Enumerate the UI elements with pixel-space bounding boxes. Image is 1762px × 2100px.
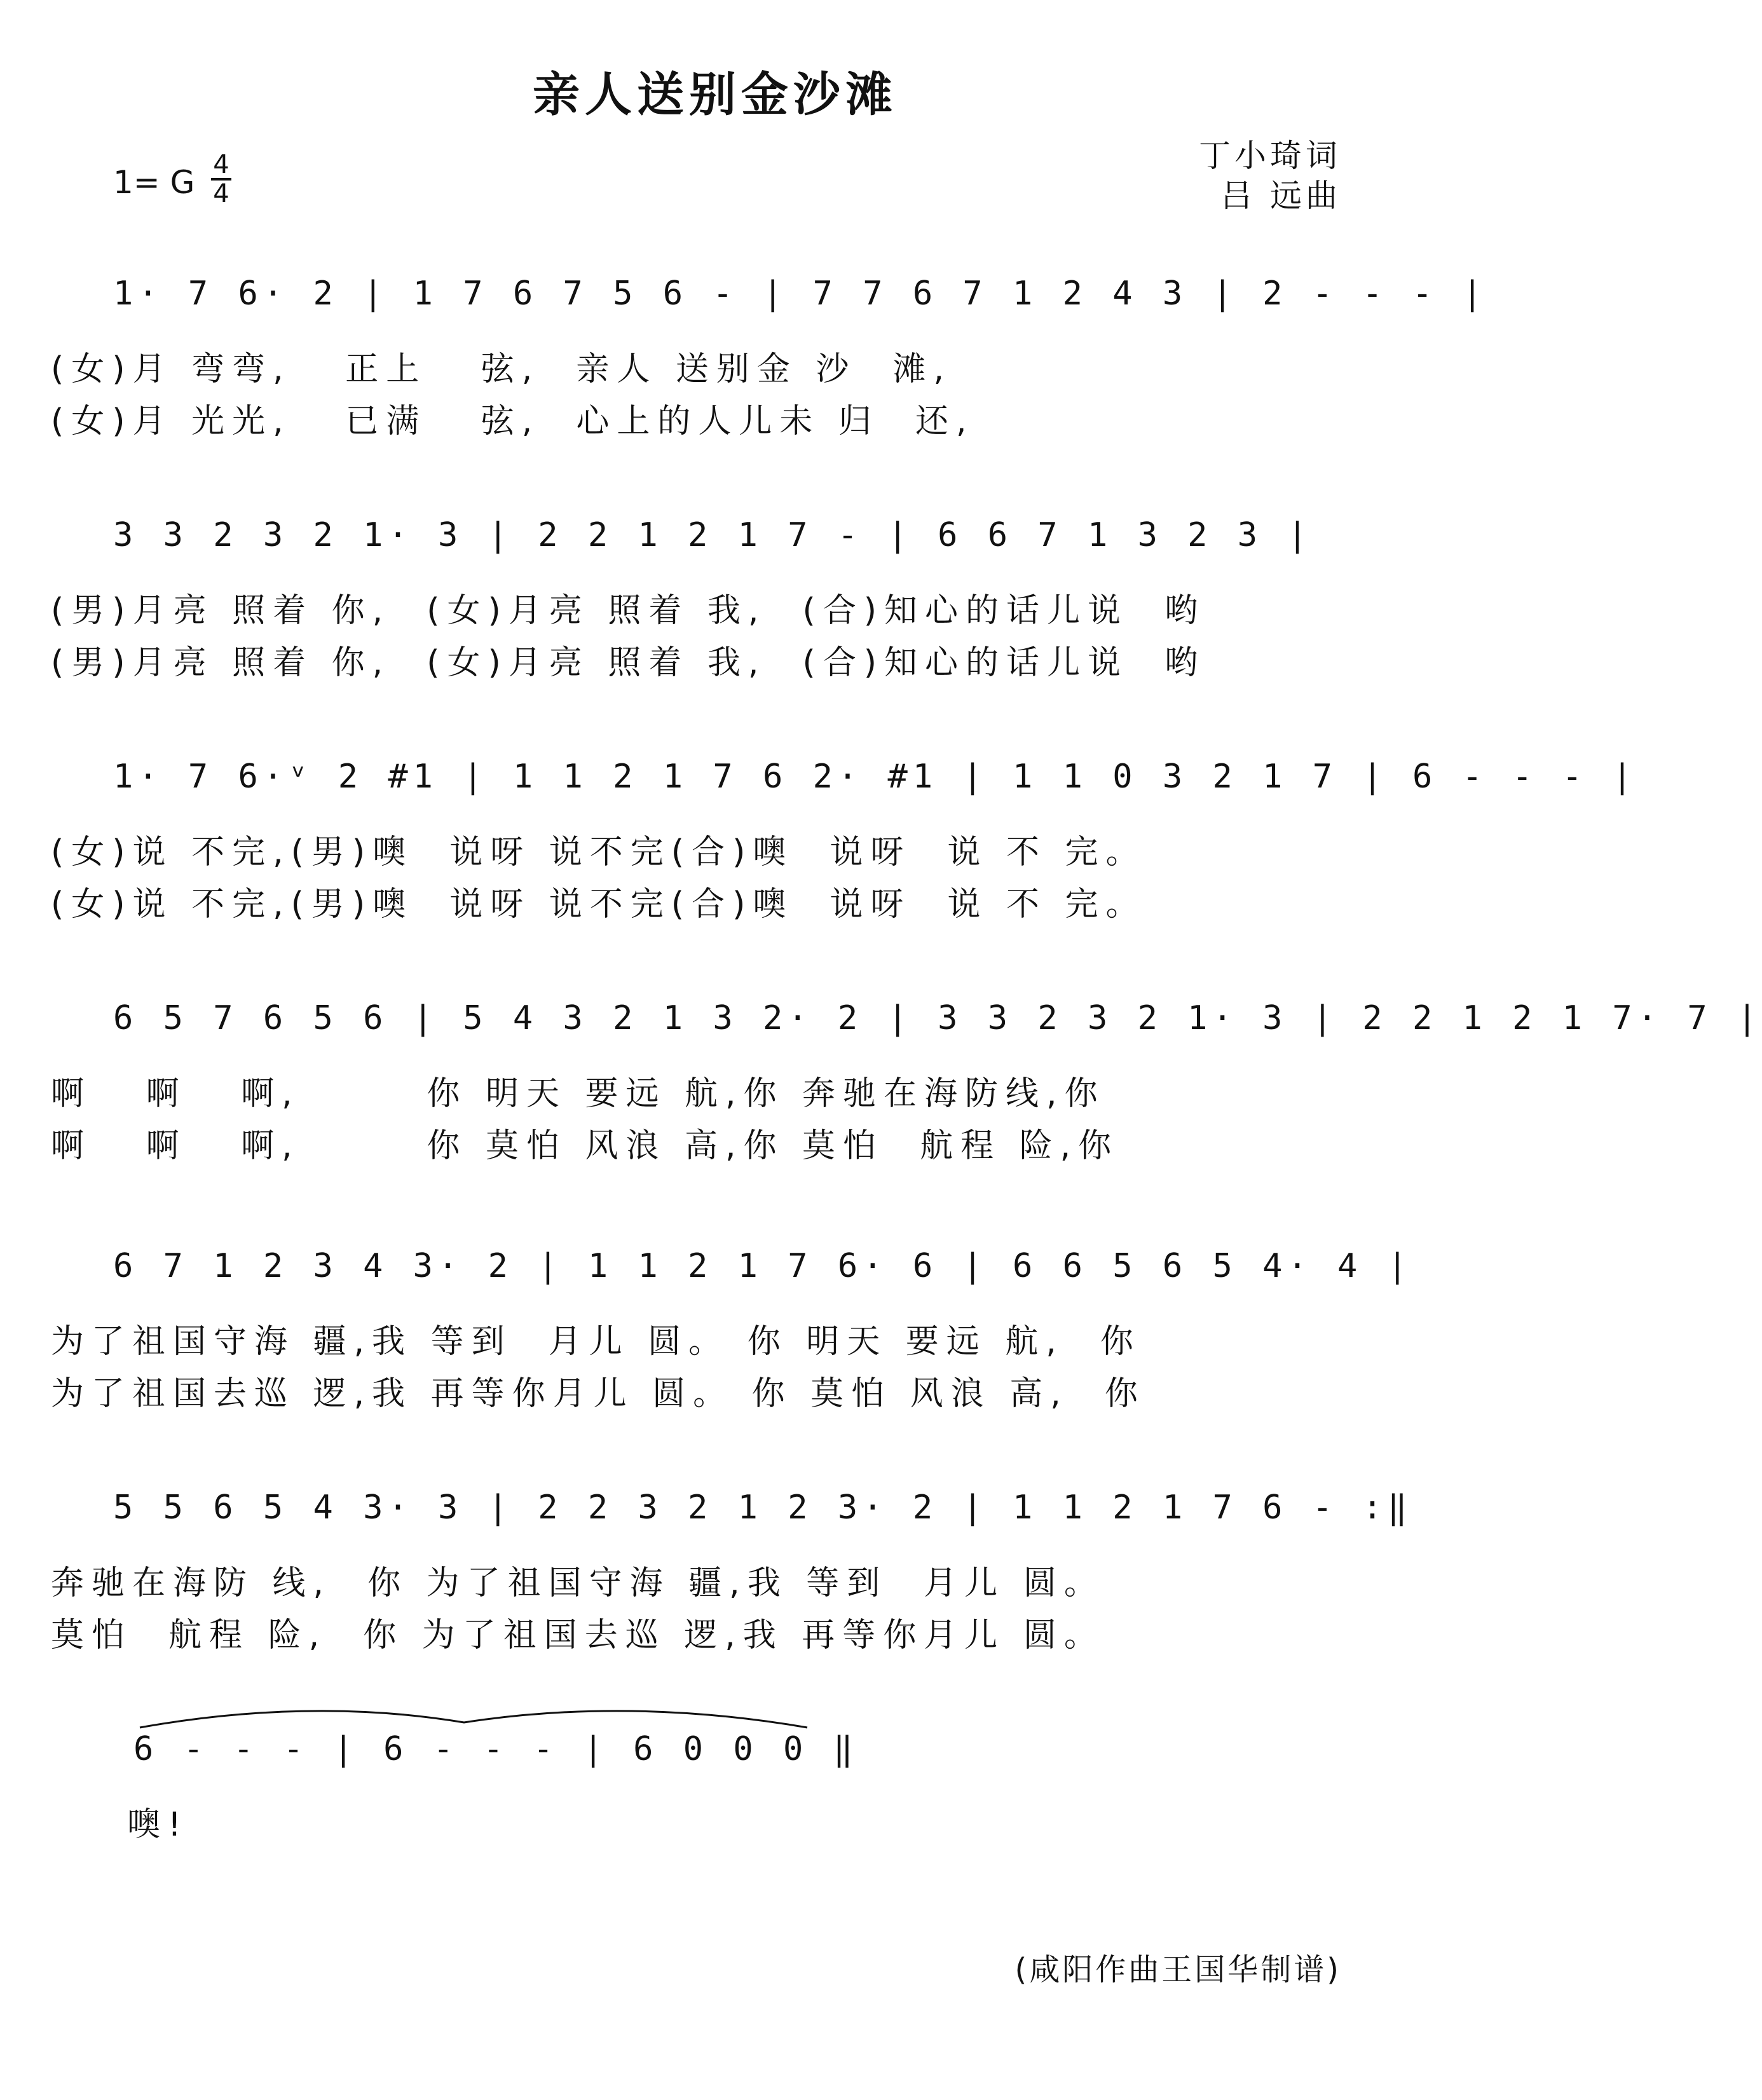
jianpu-notes: 5 5 6 5 4 3· 3 | 2 2 3 2 1 2 3· 2 | 1 1 2 1 7 6 - :‖: [113, 1489, 1412, 1527]
time-signature-top: 4: [213, 150, 229, 179]
score-system-3: [0, 756, 1637, 924]
score-system-1: [0, 273, 1487, 440]
jianpu-notes: 1· 7 6· 2 | 1 7 6 7 5 6 - | 7 7 6 7 1 2 4 3 | 2 - - - |: [113, 275, 1487, 313]
jianpu-notes: 6 7 1 2 3 4 3· 2 | 1 1 2 1 7 6· 6 | 6 6 5 6 5 4· 4 |: [113, 1247, 1412, 1285]
lyric-verse-2: 啊 啊 啊, 你 莫怕 风浪 高,你 莫怕 航程 险,你: [51, 1127, 1119, 1165]
lyric-verse-1: (女)说 不完,(男)噢 说呀 说不完(合)噢 说呀 说 不 完。: [51, 833, 1147, 871]
jianpu-notes: 1· 7 6·ᵛ 2 #1 | 1 1 2 1 7 6 2· #1 | 1 1 0 3 2 1 7 | 6 - - - |: [113, 758, 1637, 796]
time-signature: [210, 151, 233, 207]
lyric-verse-1: (男)月亮 照着 你, (女)月亮 照着 我, (合)知心的话儿说 哟: [51, 592, 1206, 630]
lyric-verse-1: 奔驰在海防 线, 你 为了祖国守海 疆,我 等到 月儿 圆。: [51, 1564, 1105, 1602]
jianpu-notes: 6 5 7 6 5 6 | 5 4 3 2 1 3 2· 2 | 3 3 2 3 2 1· 3 | 2 2 1 2 1 7· 7 |: [113, 999, 1762, 1037]
score-system-5: [0, 1246, 1430, 1411]
notation-line: [113, 273, 1487, 331]
song-title: 亲人送别金沙滩: [533, 67, 898, 122]
jianpu-notes: 3 3 2 3 2 1· 3 | 2 2 1 2 1 7 - | 6 6 7 1 3 2 3 |: [113, 516, 1313, 554]
lyric-verse-2: (男)月亮 照着 你, (女)月亮 照着 我, (合)知心的话儿说 哟: [51, 644, 1206, 682]
lyric-verse-2: 莫怕 航程 险, 你 为了祖国去巡 逻,我 再等你月儿 圆。: [51, 1616, 1105, 1654]
lyric-verse-2: 为了祖国去巡 逻,我 再等你月儿 圆。 你 莫怕 风浪 高, 你: [51, 1375, 1145, 1413]
score-system-4: [0, 998, 1762, 1165]
key-signature: 1= G: [113, 164, 195, 201]
notation-line: [113, 998, 1762, 1055]
score-system-2: [0, 515, 1430, 680]
lyricist-credit: 丁小琦词: [1199, 137, 1341, 174]
time-signature-bottom: 4: [213, 179, 229, 208]
lyric-verse-2: (女)说 不完,(男)噢 说呀 说不完(合)噢 说呀 说 不 完。: [51, 885, 1147, 924]
notation-line: [113, 1487, 1412, 1544]
notation-line: [133, 1729, 1354, 1786]
notation-line: [113, 515, 1334, 572]
notation-line: [113, 756, 1637, 814]
lyric-verse-1: 噢!: [127, 1806, 189, 1844]
lyric-verse-1: 为了祖国守海 疆,我 等到 月儿 圆。 你 明天 要远 航, 你: [51, 1323, 1141, 1361]
score-system-6: [0, 1487, 1430, 1653]
notation-line: [113, 1246, 1412, 1303]
lyric-verse-1: 啊 啊 啊, 你 明天 要远 航,你 奔驰在海防线,你: [51, 1075, 1105, 1113]
lyric-verse-1: (女)月 弯弯, 正上 弦, 亲人 送别金 沙 滩,: [51, 350, 952, 388]
lyric-verse-2: (女)月 光光, 已满 弦, 心上的人儿未 归 还,: [51, 402, 974, 440]
score-system-7: [0, 1729, 1430, 1894]
transcriber-credit: (咸阳作曲王国华制谱): [1014, 1952, 1341, 1988]
composer-credit: 吕 远曲: [1220, 177, 1341, 214]
tie-arc: [133, 1703, 896, 1729]
jianpu-notes: 6 - - - | 6 - - - | 6 0 0 0 ‖: [133, 1730, 858, 1768]
